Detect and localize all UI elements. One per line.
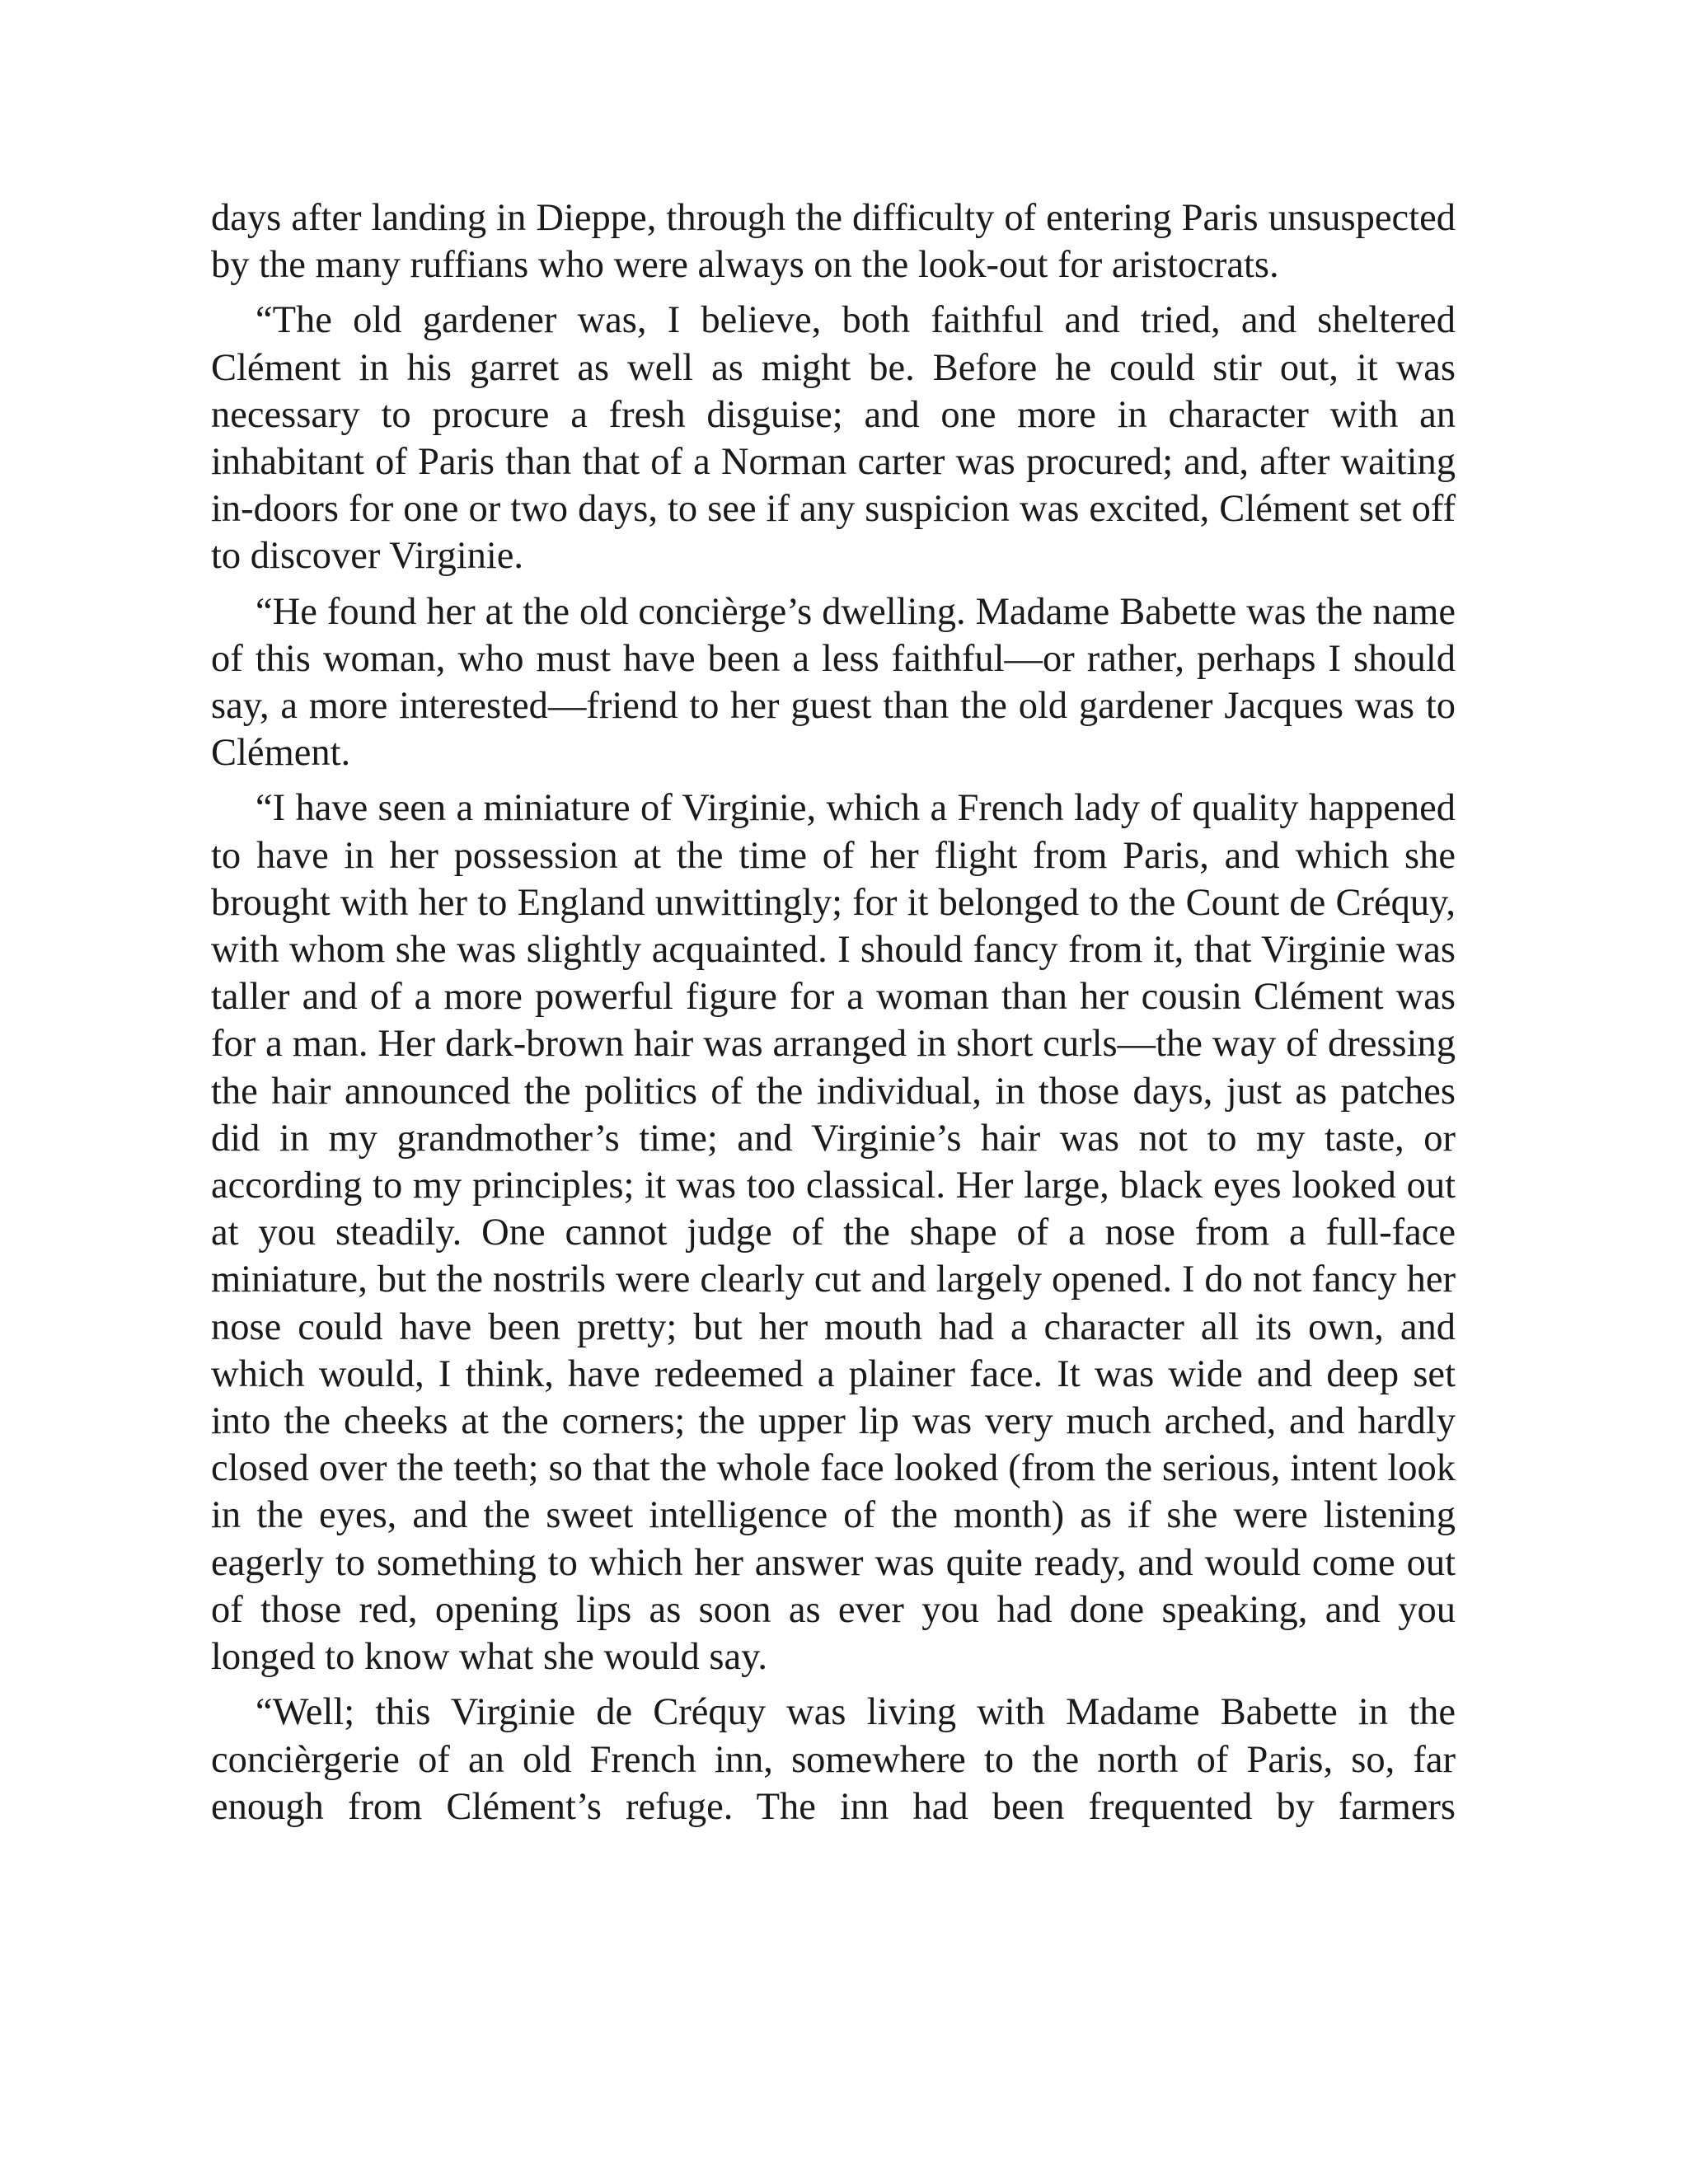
paragraph-gardener: “The old gardener was, I believe, both faithful and tried, and sheltered Clément in his garret as well as might be. Before he could stir out, it was necessary to procure a fresh disguise; and one more in character with an inhabitant of Paris than that of a Norman carter was procured; and, after waiting in-doors for one or two days, to see if any suspicion was excited, Clément set off to discover Virginie. [211, 299, 1456, 578]
paragraph-madame-babette: “He found her at the old concièrge’s dwelling. Madame Babette was the name of this woman, who must have been a less faithful—or rather, perhaps I should say, a more interested—friend to her guest than the old gardener Jacques was to Clément. [211, 590, 1456, 775]
book-page-text [211, 194, 1456, 1839]
paragraph-miniature: “I have seen a miniature of Virginie, which a French lady of quality happened to have in her possession at the time of her flight from Paris, and which she brought with her to England unwittingly; for it belonged to the Count de Créquy, with whom she was slightly acquainted. I should fancy from it, that Virginie was taller and of a more powerful figure for a woman than her cousin Clément was for a man. Her dark-brown hair was arranged in short curls—the way of dressing the hair announced the politics of the individual, in those days, just as patches did in my grandmother’s time; and Virginie’s hair was not to my taste, or according to my principles; it was too classical. Her large, black eyes looked out at you steadily. One cannot judge of the shape of a nose from a full-face miniature, but the nostrils were clearly cut and largely opened. I do not fancy her nose could have been pretty; but her mouth had a character all its own, and which would, I think, have redeemed a plainer face. It was wide and deep set into the cheeks at the corners; the upper lip was very much arched, and hardly closed over the teeth; so that the whole face looked (from the serious, intent look in the eyes, and the sweet intelligence of the month) as if she were listening eagerly to something to which her answer was quite ready, and would come out of those red, opening lips as soon as ever you had done speaking, and you longed to know what she would say. [211, 787, 1456, 1679]
paragraph-concierge-inn: “Well; this Virginie de Créquy was living with Madame Babette in the concièrgerie of an old French inn, somewhere to the north of Paris, so, far enough from Clément’s refuge. The inn had been frequented by farmers [211, 1691, 1456, 1828]
paragraph-continuation: days after landing in Dieppe, through the difficulty of entering Paris unsuspected by the many ruffians who were always on the look-out for aristocrats. [211, 197, 1456, 287]
